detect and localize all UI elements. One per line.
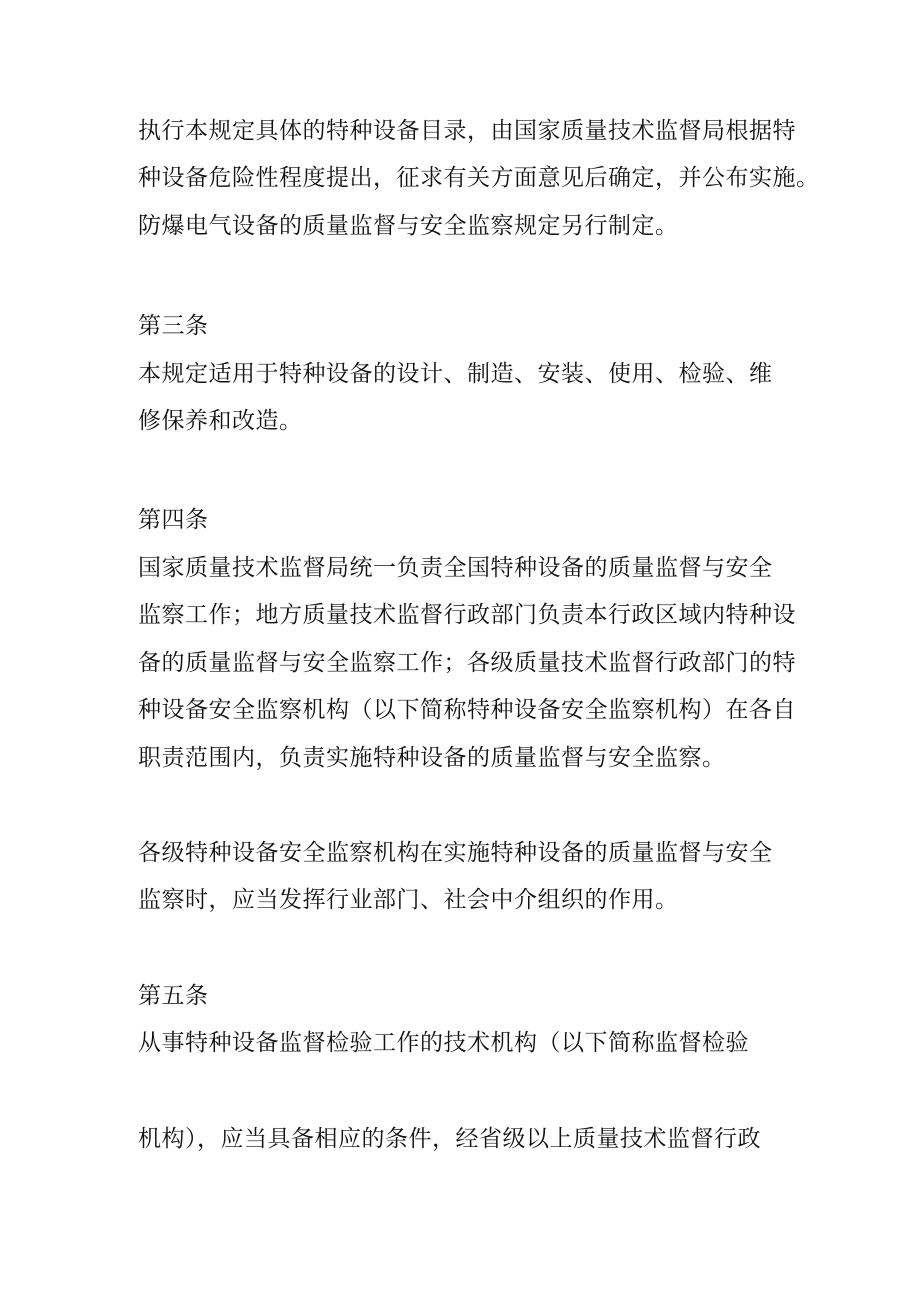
paragraph-line: 备的质量监督与安全监察工作；各级质量技术监督行政部门的特 — [138, 650, 796, 676]
paragraph-line: 各级特种设备安全监察机构在实施特种设备的质量监督与安全 — [138, 840, 773, 866]
paragraph-line: 国家质量技术监督局统一负责全国特种设备的质量监督与安全 — [138, 555, 773, 581]
paragraph-line: 防爆电气设备的质量监督与安全监察规定另行制定。 — [138, 213, 679, 239]
paragraph-line: 监察工作；地方质量技术监督行政部门负责本行政区域内特种设 — [138, 602, 796, 628]
article-heading: 第五条 — [138, 983, 209, 1009]
paragraph-line: 从事特种设备监督检验工作的技术机构（以下简称监督检验 — [138, 1030, 749, 1056]
paragraph-line: 种设备安全监察机构（以下简称特种设备安全监察机构）在各自 — [138, 697, 796, 723]
paragraph-line: 种设备危险性程度提出，征求有关方面意见后确定，并公布实施。 — [138, 165, 820, 191]
paragraph-line: 机构），应当具备相应的条件，经省级以上质量技术监督行政 — [138, 1126, 761, 1152]
paragraph-line: 修保养和改造。 — [138, 408, 303, 434]
paragraph-line: 本规定适用于特种设备的设计、制造、安装、使用、检验、维 — [138, 361, 773, 387]
article-heading: 第三条 — [138, 313, 209, 339]
paragraph-line: 执行本规定具体的特种设备目录，由国家质量技术监督局根据特 — [138, 118, 796, 144]
article-heading: 第四条 — [138, 507, 209, 533]
paragraph-line: 职责范围内，负责实施特种设备的质量监督与安全监察。 — [138, 745, 726, 771]
paragraph-line: 监察时，应当发挥行业部门、社会中介组织的作用。 — [138, 887, 679, 913]
